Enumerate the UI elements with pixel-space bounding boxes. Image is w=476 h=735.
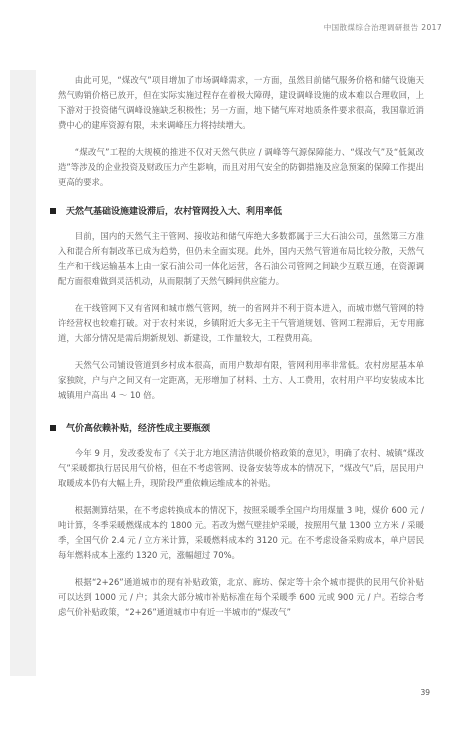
page-number: 39 [420,688,430,697]
intro-paragraph-2: “煤改气”工程的大规模的推进不仅对天然气供应 / 调峰等气源保障能力、“煤改气”及“低氮改造”等涉及的企业投资及财政压力产生影响，而且对用气安全的防御措施及应急预案的保障工作提出更高的要求。 [58,147,424,187]
square-bullet-icon [50,425,56,431]
section2-paragraph-2: 根据测算结果，在不考虑转换成本的情况下，按照采暖季全国户均用煤量 3 吨，煤价 600 元 / 吨计算，冬季采暖燃煤成本约 1800 元。若改为燃气壁挂炉采暖，按照用气量 1300 立方米 / 采暖季，全国气价 2.4 元 / 立方米计算，采暖燃料成本约 3120 元。在不考虑设备采购成本，单户居民每年燃料成本上涨约 1320 元，涨幅超过 70%。 [58,505,424,560]
section-title: 天然气基础设施建设滞后，农村管网投入大、利用率低 [66,207,283,217]
sidebar-band [10,70,36,676]
report-header-title: 中国散煤综合治理调研报告 2017 [323,23,442,32]
section1-paragraph-1: 目前，国内的天然气主干管网、接收站和储气库绝大多数都属于三大石油公司，虽然第三方准入和混合所有制改革已成为趋势，但仍未全面实现。此外，国内天然气管道布局比较分散，天然气生产和干线运输基本上由一家石油公司一体化运营，各石油公司管网之间缺少互联互通，在资源调配方面很难做到灵活机动，从而限制了天然气瞬间供应能力。 [58,231,424,286]
section-heading-gas-price [50,421,424,434]
intro-paragraph-1: 由此可见，“煤改气”项目增加了市场调峰需求，一方面，虽然目前储气服务价格和储气设施天然气购销价格已放开，但在实际实施过程存在着极大障碍，建设调峰设施的成本难以合理收回，上下游对于投资储气调峰设施缺乏积极性；另一方面，地下储气库对地质条件要求很高，我国靠近消费中心的建库资源有限，未来调峰压力将持续增大。 [58,75,424,130]
section-heading-infrastructure [50,204,424,217]
page-body [58,73,424,632]
section2-paragraph-3: 根据“2+26”通道城市的现有补贴政策，北京、廊坊、保定等十余个城市提供的民用气价补贴可以达到 1000 元 / 户；其余大部分城市补贴标准在每个采暖季 600 元或 900 元 / 户。若综合考虑气价补贴政策，“2+26”通道城市中有近一半城市的“煤改气” [58,577,424,617]
square-bullet-icon [50,208,56,214]
section1-paragraph-2: 在干线管网下又有省网和城市燃气管网，统一的省网并不利于资本进入，而城市燃气管网的特许经营权也较难打破。对于农村来说，乡镇附近大多无主干气管道规划、管网工程滞后，无专用廊道，大部分情况是需后期新规划、新建设，工作量较大，工程费用高。 [58,303,424,343]
section2-paragraph-1: 今年 9 月，发改委发布了《关于北方地区清洁供暖价格政策的意见》，明确了农村、城镇“煤改气”采暖都执行居民用气价格，但在不考虑管网、设备安装等成本的情况下，“煤改气”后，居民用户取暖成本仍有大幅上升，现阶段严重依赖运维成本的补贴。 [58,448,424,488]
section-title: 气价高依赖补贴，经济性成主要瓶颈 [66,424,211,434]
section1-paragraph-3: 天然气公司铺设管道到乡村成本很高，而用户数却有限，管网利用率非常低。农村房屋基本单家独院，户与户之间又有一定距离，无形增加了材料、土方、人工费用，农村用户平均安装成本比城镇用户高出 4 ～ 10 倍。 [58,360,424,400]
